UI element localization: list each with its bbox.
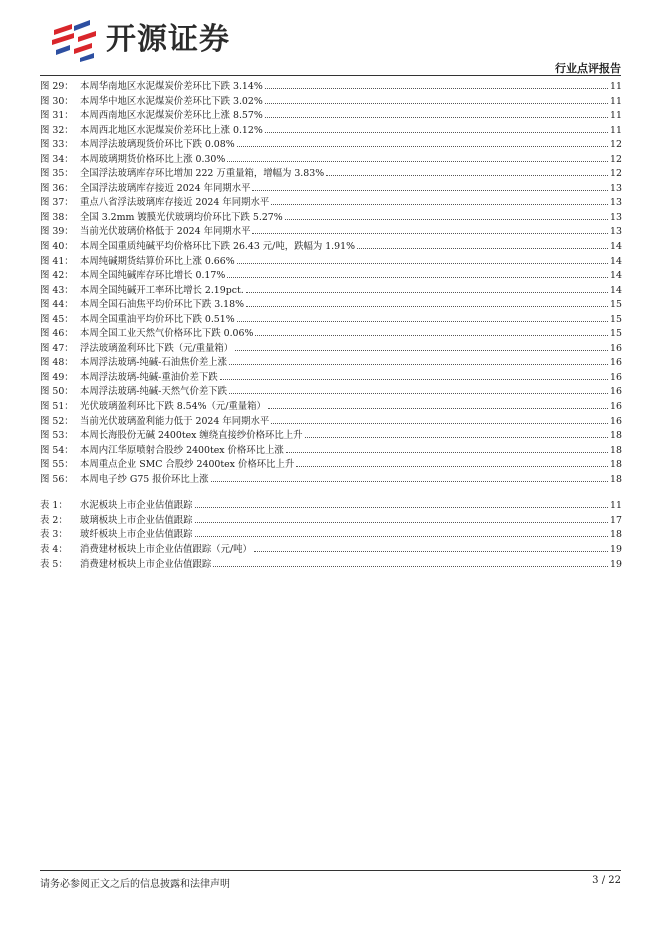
entry-page-number: 18 (610, 529, 622, 541)
dot-leader (252, 190, 608, 191)
entry-page-number: 16 (610, 357, 622, 369)
dot-leader (227, 161, 608, 162)
figure-toc-entry[interactable] (40, 225, 621, 240)
entry-title: 全国浮法玻璃库存接近 2024 年同期水平 (80, 182, 251, 194)
figure-toc-entry[interactable] (40, 269, 621, 284)
dot-leader (237, 263, 608, 264)
logo-text: 开源证券 (106, 22, 230, 57)
entry-page-number: 16 (610, 342, 622, 354)
entry-label: 图 47： (40, 342, 74, 354)
entry-page-number: 14 (610, 255, 622, 267)
entry-label: 图 30： (40, 95, 74, 107)
entry-page-number: 11 (610, 500, 622, 512)
entry-title: 玻纤板块上市企业估值跟踪 (80, 529, 193, 541)
figure-toc-entry[interactable] (40, 371, 621, 386)
entry-page-number: 18 (610, 459, 622, 471)
entry-title: 玻璃板块上市企业估值跟踪 (80, 514, 193, 526)
entry-title: 光伏玻璃盈利环比下跌 8.54%（元/重量箱） (80, 401, 266, 413)
entry-title: 本周全国工业天然气价格环比下跌 0.06% (80, 328, 254, 340)
section-gap (40, 487, 621, 499)
dot-leader (211, 481, 608, 482)
dot-leader (246, 306, 608, 307)
dot-leader (265, 88, 608, 89)
entry-page-number: 11 (610, 81, 622, 92)
figure-toc-entry[interactable] (40, 458, 621, 473)
entry-title: 本周内江华原喷射合股纱 2400tex 价格环比上涨 (80, 444, 284, 456)
entry-title: 当前光伏玻璃盈利能力低于 2024 年同期水平 (80, 415, 270, 427)
entry-title: 本周纯碱期货结算价环比上涨 0.66% (80, 255, 235, 267)
entry-title: 本周浮法玻璃-纯碱-天然气价差下跌 (80, 386, 227, 398)
entry-title: 本周全国重质纯碱平均价格环比下跌 26.43 元/吨，跌幅为 1.91% (80, 241, 355, 253)
figure-toc-entry[interactable] (40, 356, 621, 371)
entry-page-number: 18 (610, 444, 622, 456)
company-logo (50, 18, 230, 62)
entry-title: 浮法玻璃盈利环比下跌（元/重量箱） (80, 342, 234, 354)
table-toc-entry[interactable] (40, 543, 621, 558)
entry-page-number: 12 (610, 153, 622, 165)
figure-toc-entry[interactable] (40, 138, 621, 153)
entry-page-number: 19 (610, 558, 622, 570)
dot-leader (237, 321, 608, 322)
entry-title: 本周浮法玻璃现货价环比下跌 0.08% (80, 139, 235, 151)
entry-label: 图 50： (40, 386, 74, 398)
dot-leader (268, 408, 608, 409)
figure-toc-entry[interactable] (40, 95, 621, 110)
figure-toc-entry[interactable] (40, 342, 621, 357)
figure-toc-entry[interactable] (40, 400, 621, 415)
entry-page-number: 16 (610, 415, 622, 427)
dot-leader (220, 379, 608, 380)
entry-title: 消费建材板块上市企业估值跟踪 (80, 558, 212, 570)
dot-leader (195, 507, 608, 508)
dot-leader (252, 233, 608, 234)
figure-toc-entry[interactable] (40, 298, 621, 313)
entry-page-number: 11 (610, 95, 622, 107)
figure-toc-entry[interactable] (40, 385, 621, 400)
entry-page-number: 13 (610, 182, 622, 194)
page-number: 3 / 22 (592, 875, 621, 886)
dot-leader (265, 132, 608, 133)
dot-leader (229, 393, 608, 394)
figure-toc-entry[interactable] (40, 240, 621, 255)
entry-label: 图 48： (40, 357, 74, 369)
entry-page-number: 16 (610, 386, 622, 398)
entry-label: 表 4： (40, 543, 68, 555)
entry-title: 本周全国纯碱库存环比增长 0.17% (80, 270, 226, 282)
entry-page-number: 16 (610, 401, 622, 413)
entry-page-number: 16 (610, 371, 622, 383)
dot-leader (195, 522, 608, 523)
figure-toc-entry[interactable] (40, 109, 621, 124)
entry-page-number: 14 (610, 241, 622, 253)
entry-title: 本周浮法玻璃-纯碱-重油价差下跌 (80, 371, 218, 383)
dot-leader (195, 536, 608, 537)
table-list (40, 499, 621, 572)
entry-title: 全国浮法玻璃库存环比增加 222 万重量箱，增幅为 3.83% (80, 168, 325, 180)
figure-toc-entry[interactable] (40, 327, 621, 342)
entry-title: 消费建材板块上市企业估值跟踪（元/吨） (80, 543, 252, 555)
entry-label: 表 2： (40, 514, 68, 526)
entry-label: 图 45： (40, 313, 74, 325)
footer-divider (40, 870, 621, 871)
entry-title: 重点八省浮法玻璃库存接近 2024 年同期水平 (80, 197, 270, 209)
dot-leader (255, 335, 608, 336)
entry-label: 图 35： (40, 168, 74, 180)
figure-toc-entry[interactable] (40, 167, 621, 182)
entry-page-number: 11 (610, 124, 622, 136)
dot-leader (265, 117, 608, 118)
entry-title: 本周全国纯碱开工率环比增长 2.19pct. (80, 284, 244, 296)
figure-toc-entry[interactable] (40, 124, 621, 139)
entry-title: 本周华南地区水泥煤炭价差环比下跌 3.14% (80, 81, 263, 92)
entry-page-number: 15 (610, 299, 622, 311)
entry-page-number: 15 (610, 313, 622, 325)
dot-leader (246, 292, 608, 293)
entry-label: 表 3： (40, 529, 68, 541)
entry-title: 本周西北地区水泥煤炭价差环比上涨 0.12% (80, 124, 263, 136)
entry-label: 图 42： (40, 270, 74, 282)
entry-label: 图 46： (40, 328, 74, 340)
entry-page-number: 17 (610, 514, 622, 526)
entry-label: 图 32： (40, 124, 74, 136)
table-toc-entry[interactable] (40, 514, 621, 529)
dot-leader (357, 248, 608, 249)
figure-list (40, 80, 621, 487)
dot-leader (271, 204, 608, 205)
entry-label: 图 29： (40, 81, 74, 92)
entry-title: 水泥板块上市企业估值跟踪 (80, 500, 193, 512)
entry-title: 当前光伏玻璃价格低于 2024 年同期水平 (80, 226, 251, 238)
entry-page-number: 18 (610, 473, 622, 485)
entry-title: 本周全国石油焦平均价环比下跌 3.18% (80, 299, 245, 311)
entry-title: 本周长海股份无碱 2400tex 缠绕直接纱价格环比上升 (80, 430, 303, 442)
entry-title: 本周西南地区水泥煤炭价差环比上涨 8.57% (80, 110, 263, 122)
figure-toc-entry[interactable] (40, 255, 621, 270)
entry-label: 图 52： (40, 415, 74, 427)
table-of-contents (40, 80, 621, 572)
entry-title: 本周玻璃期货价格环比上涨 0.30% (80, 153, 226, 165)
entry-page-number: 18 (610, 430, 622, 442)
report-type-label: 行业点评报告 (555, 62, 621, 75)
entry-label: 图 41： (40, 255, 74, 267)
entry-title: 本周全国重油平均价环比下跌 0.51% (80, 313, 235, 325)
header-divider (40, 75, 621, 76)
entry-title: 本周华中地区水泥煤炭价差环比下跌 3.02% (80, 95, 263, 107)
entry-label: 图 31： (40, 110, 74, 122)
entry-page-number: 13 (610, 197, 622, 209)
entry-title: 全国 3.2mm 镀膜光伏玻璃均价环比下跌 5.27% (80, 211, 283, 223)
entry-label: 图 33： (40, 139, 74, 151)
entry-label: 图 39： (40, 226, 74, 238)
figure-toc-entry[interactable] (40, 429, 621, 444)
entry-title: 本周浮法玻璃-纯碱-石油焦价差上涨 (80, 357, 227, 369)
entry-label: 图 37： (40, 197, 74, 209)
dot-leader (296, 466, 608, 467)
dot-leader (229, 364, 608, 365)
figure-toc-entry[interactable] (40, 211, 621, 226)
entry-label: 图 51： (40, 401, 74, 413)
entry-page-number: 13 (610, 211, 622, 223)
figure-toc-entry[interactable] (40, 196, 621, 211)
entry-label: 图 34： (40, 153, 74, 165)
entry-page-number: 11 (610, 110, 622, 122)
entry-page-number: 14 (610, 270, 622, 282)
dot-leader (227, 277, 608, 278)
figure-toc-entry[interactable] (40, 444, 621, 459)
figure-toc-entry[interactable] (40, 313, 621, 328)
figure-toc-entry[interactable] (40, 473, 621, 488)
entry-label: 表 5： (40, 558, 68, 570)
entry-page-number: 12 (610, 168, 622, 180)
entry-title: 本周电子纱 G75 报价环比上涨 (80, 473, 209, 485)
entry-label: 表 1： (40, 500, 68, 512)
entry-page-number: 14 (610, 284, 622, 296)
entry-label: 图 38： (40, 211, 74, 223)
dot-leader (235, 350, 608, 351)
entry-label: 图 49： (40, 371, 74, 383)
entry-title: 本周重点企业 SMC 合股纱 2400tex 价格环比上升 (80, 459, 295, 471)
entry-label: 图 53： (40, 430, 74, 442)
entry-page-number: 12 (610, 139, 622, 151)
figure-toc-entry[interactable] (40, 415, 621, 430)
figure-toc-entry[interactable] (40, 182, 621, 197)
dot-leader (271, 423, 608, 424)
figure-toc-entry[interactable] (40, 80, 621, 95)
dot-leader (213, 566, 608, 567)
dot-leader (285, 219, 608, 220)
table-toc-entry[interactable] (40, 499, 621, 514)
dot-leader (286, 452, 608, 453)
entry-label: 图 55： (40, 459, 74, 471)
entry-page-number: 19 (610, 543, 622, 555)
dot-leader (326, 175, 608, 176)
table-toc-entry[interactable] (40, 558, 621, 573)
figure-toc-entry[interactable] (40, 153, 621, 168)
entry-label: 图 56： (40, 473, 74, 485)
entry-page-number: 13 (610, 226, 622, 238)
figure-toc-entry[interactable] (40, 284, 621, 299)
table-toc-entry[interactable] (40, 528, 621, 543)
logo-mark-icon (50, 18, 102, 62)
footer-disclaimer: 请务必参阅正文之后的信息披露和法律声明 (40, 879, 230, 890)
dot-leader (265, 103, 608, 104)
entry-label: 图 43： (40, 284, 74, 296)
entry-page-number: 15 (610, 328, 622, 340)
dot-leader (254, 551, 608, 552)
dot-leader (305, 437, 608, 438)
entry-label: 图 40： (40, 241, 74, 253)
entry-label: 图 54： (40, 444, 74, 456)
dot-leader (237, 146, 608, 147)
entry-label: 图 36： (40, 182, 74, 194)
entry-label: 图 44： (40, 299, 74, 311)
